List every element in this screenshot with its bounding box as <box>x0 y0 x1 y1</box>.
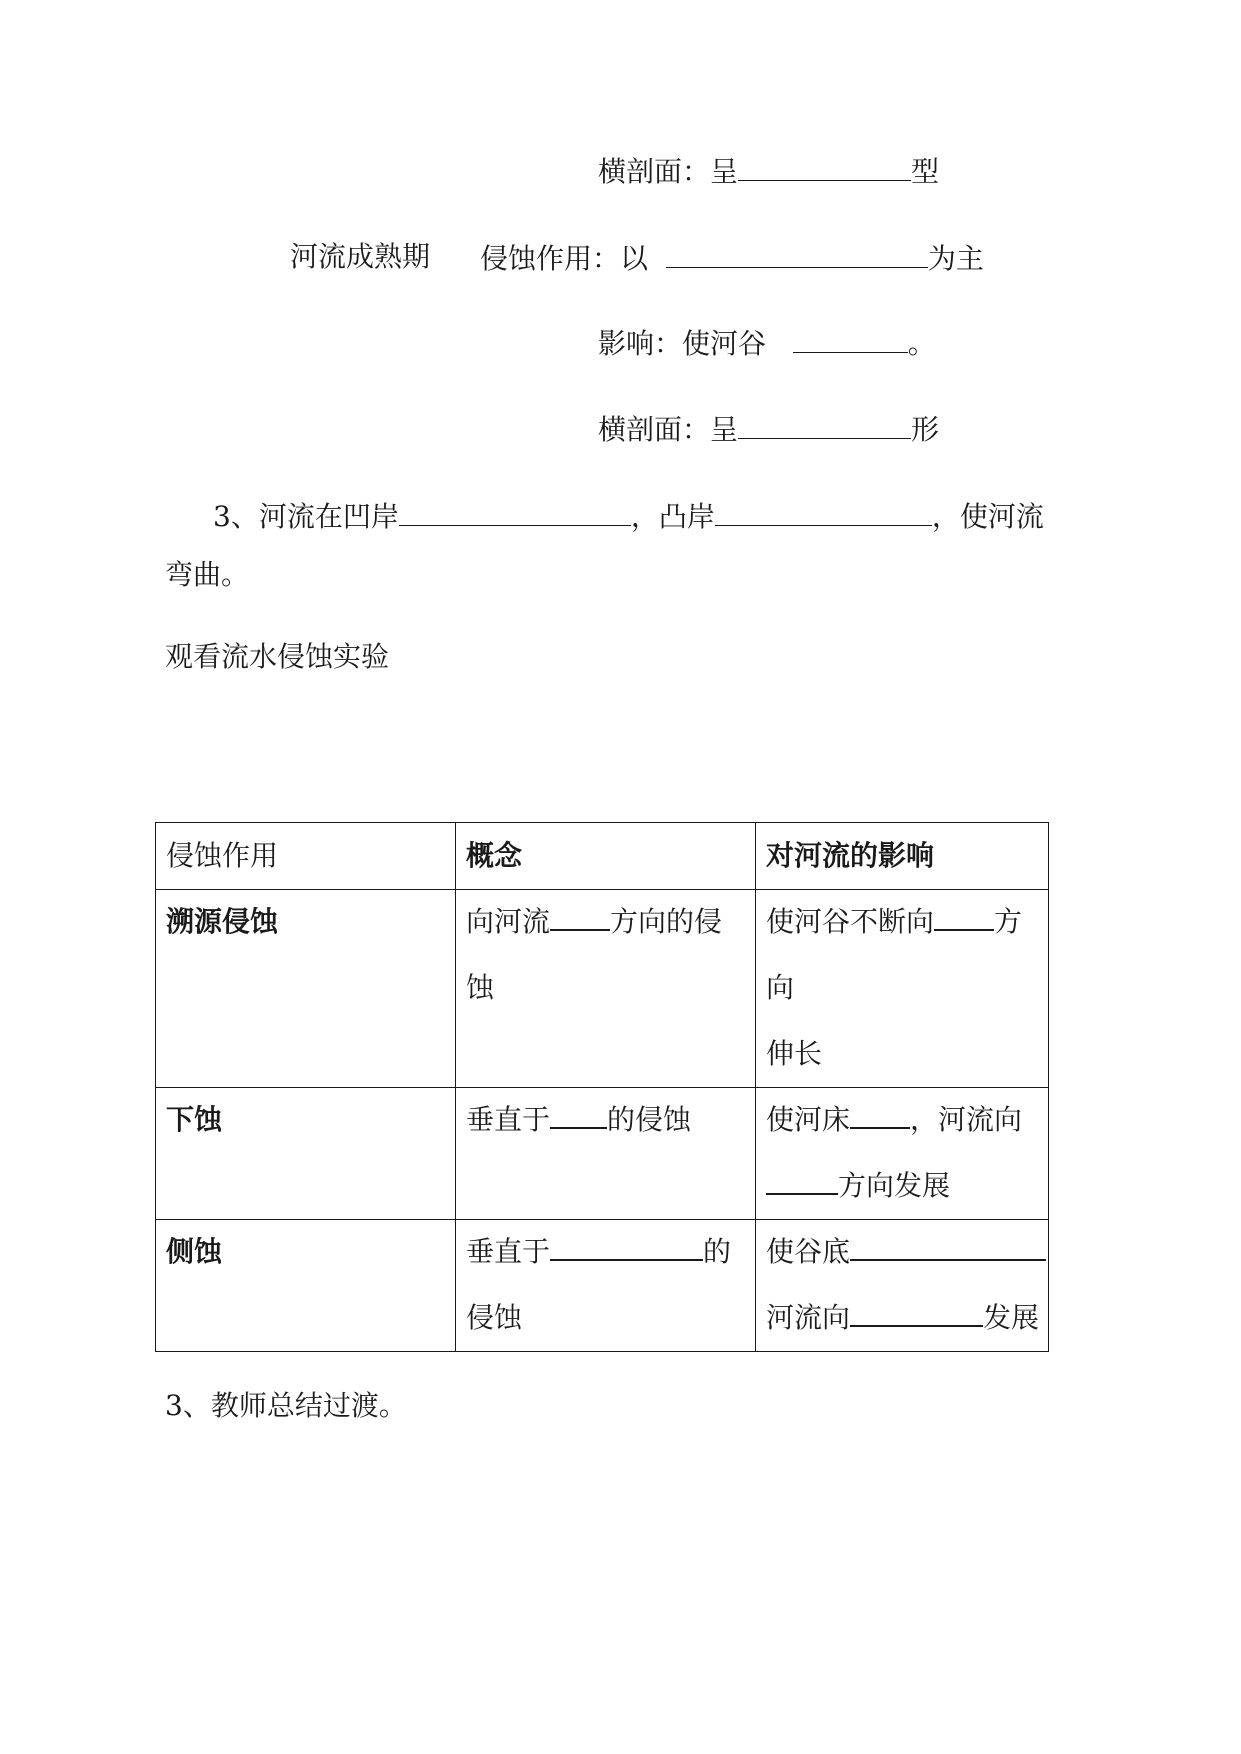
closing-line: 3、教师总结过渡。 <box>165 1389 407 1422</box>
cross-blank[interactable] <box>738 408 911 439</box>
item3-line <box>213 495 1044 537</box>
row-name: 溯源侵蚀 <box>156 890 456 1088</box>
item3-prefix: 3、河流在凹岸 <box>213 500 399 533</box>
row-effect: 使谷底 河流向 发展 <box>756 1220 1049 1352</box>
concept-blank[interactable] <box>550 899 610 931</box>
erosion-suffix: 为主 <box>927 242 984 275</box>
row-name: 下蚀 <box>156 1088 456 1220</box>
item3-suffix: ，使河流 <box>931 500 1044 533</box>
impact-suffix: 。 <box>907 327 936 360</box>
row-concept: 垂直于 的侵蚀 <box>456 1088 756 1220</box>
table-row <box>156 1088 1049 1220</box>
header-concept: 概念 <box>456 823 756 890</box>
concept-blank[interactable] <box>550 1097 607 1129</box>
row-concept: 向河流 方向的侵 蚀 <box>456 890 756 1088</box>
row-effect: 使河谷不断向 方 向 伸长 <box>756 890 1049 1088</box>
mature-impact-line <box>598 322 936 364</box>
effect-blank[interactable] <box>850 1097 910 1129</box>
effect-blank[interactable] <box>934 899 994 931</box>
effect-blank[interactable] <box>850 1229 1046 1261</box>
cross-label: 横剖面：呈 <box>598 413 739 446</box>
table-header-row <box>156 823 1049 890</box>
erosion-label: 侵蚀作用：以 <box>480 242 649 275</box>
row-effect: 使河床 ，河流向 方向发展 <box>756 1088 1049 1220</box>
experiment-title: 观看流水侵蚀实验 <box>165 640 390 673</box>
prev-cross-blank[interactable] <box>738 150 911 181</box>
erosion-table <box>155 822 1049 1352</box>
item3-middle: ，凸岸 <box>630 500 715 533</box>
prev-cross-suffix: 型 <box>911 155 940 188</box>
item3-wrap: 弯曲。 <box>165 558 250 591</box>
mature-erosion-line <box>480 237 984 279</box>
item3-concave-blank[interactable] <box>399 495 631 526</box>
table-row <box>156 890 1049 1088</box>
effect-blank-2[interactable] <box>850 1295 983 1327</box>
impact-blank[interactable] <box>793 322 908 353</box>
mature-stage-label: 河流成熟期 <box>290 240 431 273</box>
prev-cross-label: 横剖面：呈 <box>598 155 739 188</box>
prev-cross-section-line <box>598 150 939 192</box>
header-effect: 对河流的影响 <box>756 823 1049 890</box>
cross-suffix: 形 <box>911 413 940 446</box>
concept-blank[interactable] <box>550 1229 703 1261</box>
row-name: 侧蚀 <box>156 1220 456 1352</box>
table-row <box>156 1220 1049 1352</box>
header-erosion: 侵蚀作用 <box>156 823 456 890</box>
row-concept: 垂直于 的 侵蚀 <box>456 1220 756 1352</box>
effect-blank-2[interactable] <box>766 1163 838 1195</box>
impact-label: 影响：使河谷 <box>598 327 767 360</box>
mature-cross-line <box>598 408 939 450</box>
erosion-blank[interactable] <box>666 237 928 268</box>
item3-convex-blank[interactable] <box>715 495 932 526</box>
